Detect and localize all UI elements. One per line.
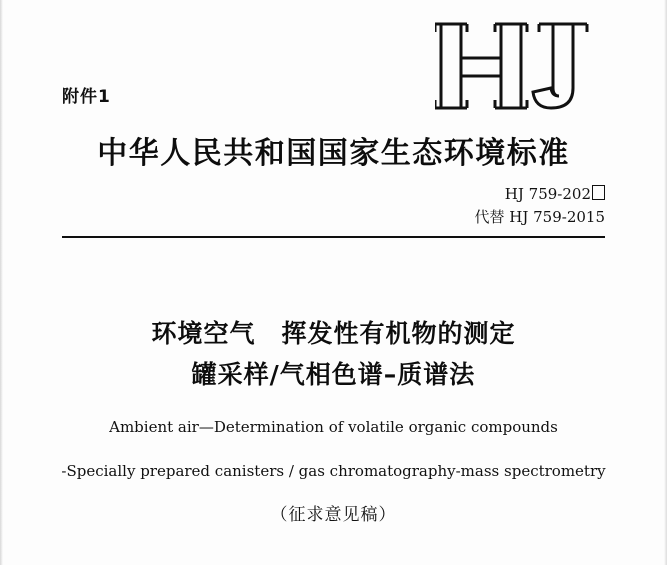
hj-logo-icon <box>435 18 595 114</box>
year-placeholder-box <box>592 185 605 200</box>
title-line-1: 环境空气 挥发性有机物的测定 <box>151 319 516 348</box>
page-title <box>0 313 667 396</box>
standard-authority-title: 中华人民共和国国家生态环境标准 <box>97 136 570 171</box>
attachment-label: 附件1 <box>62 87 111 107</box>
standard-number-line <box>474 183 605 206</box>
standard-number: HJ 759-202 <box>504 185 591 203</box>
horizontal-rule <box>62 236 605 238</box>
title-line-2: 罐采样/气相色谱–质谱法 <box>191 360 476 390</box>
english-title: Ambient air—Determination of volatile organic compounds <box>109 418 558 436</box>
english-subtitle: -Specially prepared canisters / gas chromatography-mass spectrometry <box>61 462 606 480</box>
replaces-line: 代替 HJ 759-2015 <box>474 208 605 227</box>
standard-code-block <box>474 183 605 230</box>
draft-status-note: （征求意见稿） <box>270 505 397 525</box>
